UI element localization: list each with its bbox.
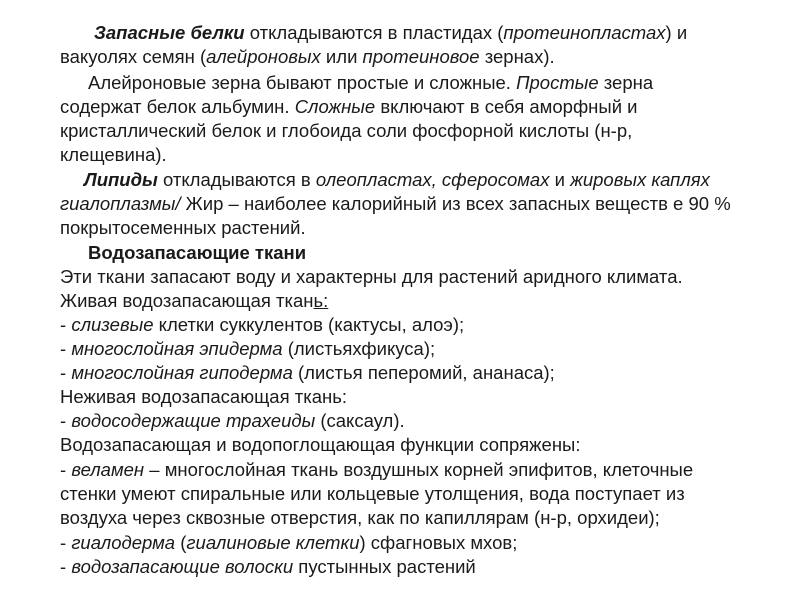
text-line: Запасные белки откладываются в пластидах (протеинопластах) и xyxy=(94,22,688,43)
term-lipidy: Липиды xyxy=(84,169,158,190)
list-item: - водозапасающие волоски пустынных растений xyxy=(60,556,476,577)
text-line: клещевина). xyxy=(60,144,167,165)
text-line: Неживая водозапасающая ткань: xyxy=(60,386,348,407)
text-line: вакуолях семян (алейроновых или протеиновое зернах). xyxy=(60,46,555,67)
text-line: содержат белок альбумин. Сложные включают в себя аморфный и xyxy=(60,96,638,117)
list-item: - многослойная эпидерма (листьяхфикуса); xyxy=(60,338,436,359)
text-line: стенки умеют спиральные или кольцевые утолщения, вода поступает из xyxy=(60,483,685,504)
term-zapasnye-belki: Запасные белки xyxy=(94,22,245,43)
text-line: Липиды откладываются в олеопластах, сферосомах и жировых каплях xyxy=(84,169,710,190)
section-heading: Водозапасающие ткани xyxy=(88,242,307,263)
text-line: гиалоплазмы/ Жир – наиболее калорийный из всех запасных веществ е 90 % xyxy=(60,193,731,214)
text-line: покрытосеменных растений. xyxy=(60,217,306,238)
list-item: - водосодержащие трахеиды (саксаул). xyxy=(60,410,405,431)
list-item: - многослойная гиподерма (листья пеперомий, ананаса); xyxy=(60,362,555,383)
text-line: Эти ткани запасают воду и характерны для растений аридного климата. xyxy=(60,266,683,287)
text-line: кристаллический белок и глобоида соли фосфорной кислоты (н-р, xyxy=(60,120,633,141)
list-item: - веламен – многослойная ткань воздушных корней эпифитов, клеточные xyxy=(60,459,694,480)
text-line: Живая водозапасающая ткань: xyxy=(60,290,329,311)
list-item: - слизевые клетки суккулентов (кактусы, алоэ); xyxy=(60,314,465,335)
text-line: Водозапасающая и водопоглощающая функции сопряжены: xyxy=(60,434,581,455)
text-line: воздуха через сквозные отверстия, как по капиллярам (н-р, орхидеи); xyxy=(60,507,660,528)
list-item: - гиалодерма (гиалиновые клетки) сфагновых мхов; xyxy=(60,532,518,553)
text-line: Алейроновые зерна бывают простые и сложные. Простые зерна xyxy=(88,72,654,93)
